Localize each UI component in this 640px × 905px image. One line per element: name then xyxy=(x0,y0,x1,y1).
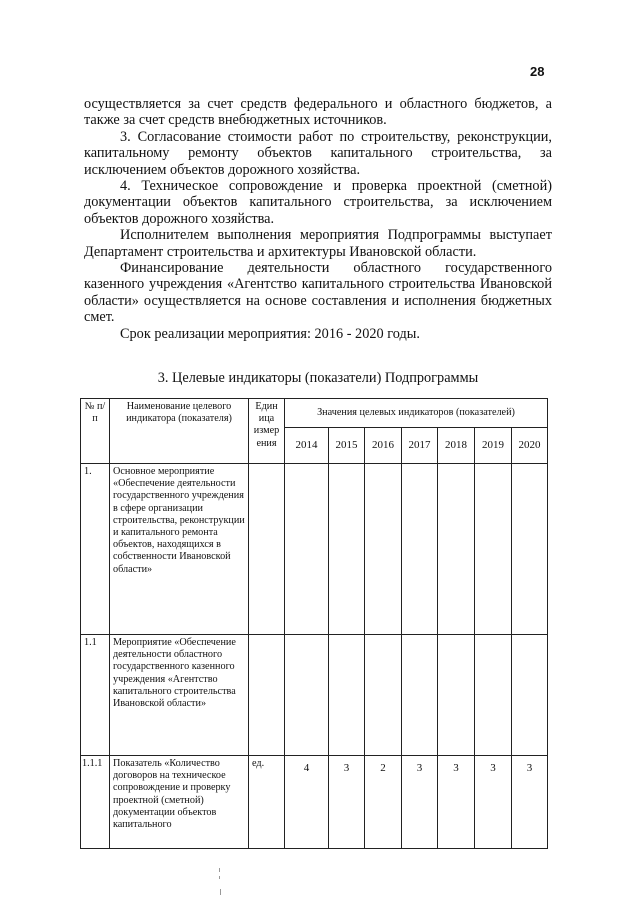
row-value xyxy=(475,464,512,635)
row-value: 3 xyxy=(512,756,548,849)
row-value: 3 xyxy=(402,756,438,849)
indicators-table xyxy=(80,398,548,849)
header-values-group: Значения целевых индикаторов (показателей) xyxy=(285,399,548,428)
header-year: 2018 xyxy=(438,428,475,464)
row-unit: ед. xyxy=(249,756,285,849)
row-value: 2 xyxy=(365,756,402,849)
header-year: 2019 xyxy=(475,428,512,464)
paragraph: Исполнителем выполнения мероприятия Подпрограммы выступает Департамент строительства и архитектуры Ивановской области. xyxy=(84,227,552,260)
row-name: Мероприятие «Обеспечение деятельности областного государственного казенного учреждения «Агентство капитального строительства Ивановской области» xyxy=(110,635,249,756)
paragraph: Финансирование деятельности областного государственного казенного учреждения «Агентство капитального строительства Ивановской области» осуществляется на основе составления и исполнения бюджетных смет. xyxy=(84,260,552,326)
header-year: 2014 xyxy=(285,428,329,464)
row-value xyxy=(475,635,512,756)
row-value: 3 xyxy=(438,756,475,849)
row-value: 4 xyxy=(285,756,329,849)
row-value xyxy=(285,464,329,635)
header-unit: Един ица измер ения xyxy=(249,399,285,464)
row-value xyxy=(365,635,402,756)
header-year: 2015 xyxy=(329,428,365,464)
scan-artifact xyxy=(219,868,220,872)
paragraph: 4. Техническое сопровождение и проверка проектной (сметной) документации объектов капитального строительства, за исключением объектов дорожного хозяйства. xyxy=(84,178,552,227)
header-year: 2016 xyxy=(365,428,402,464)
paragraph: Срок реализации мероприятия: 2016 - 2020 годы. xyxy=(120,325,420,342)
row-value xyxy=(512,464,548,635)
row-value xyxy=(512,635,548,756)
row-value xyxy=(329,464,365,635)
table-row xyxy=(81,756,548,849)
row-name: Показатель «Количество договоров на техническое сопровождение и проверку проектной (сметной) документации объектов капитального xyxy=(110,756,249,849)
row-value: 3 xyxy=(329,756,365,849)
row-value xyxy=(285,635,329,756)
scan-artifact xyxy=(219,876,220,879)
row-value xyxy=(438,464,475,635)
paragraph: 3. Согласование стоимости работ по строительству, реконструкции, капитальному ремонту объектов капитального строительства, за исключением объектов дорожного хозяйства. xyxy=(84,128,552,178)
row-value xyxy=(402,464,438,635)
row-value: 3 xyxy=(475,756,512,849)
table-row xyxy=(81,635,548,756)
row-num: 1. xyxy=(81,464,110,635)
header-year: 2020 xyxy=(512,428,548,464)
row-value xyxy=(365,464,402,635)
row-unit xyxy=(249,464,285,635)
table-row xyxy=(81,464,548,635)
body-text xyxy=(84,96,552,342)
paragraph: осуществляется за счет средств федерального и областного бюджетов, а также за счет средств внебюджетных источников. xyxy=(84,96,552,129)
row-num: 1.1.1 xyxy=(81,756,110,849)
row-value xyxy=(402,635,438,756)
row-unit xyxy=(249,635,285,756)
page-number: 28 xyxy=(530,64,545,79)
header-name: Наименование целевого индикатора (показателя) xyxy=(110,399,249,464)
row-name: Основное мероприятие «Обеспечение деятельности государственного учреждения в сфере организации строительства, реконструкции и капитального ремонта объектов, находящихся в собственности Ивановской области» xyxy=(110,464,249,635)
scan-artifact xyxy=(220,889,221,895)
row-num: 1.1 xyxy=(81,635,110,756)
row-value xyxy=(438,635,475,756)
header-year: 2017 xyxy=(402,428,438,464)
header-num: № п/п xyxy=(81,399,110,464)
row-value xyxy=(329,635,365,756)
section-title: 3. Целевые индикаторы (показатели) Подпрограммы xyxy=(157,370,479,386)
